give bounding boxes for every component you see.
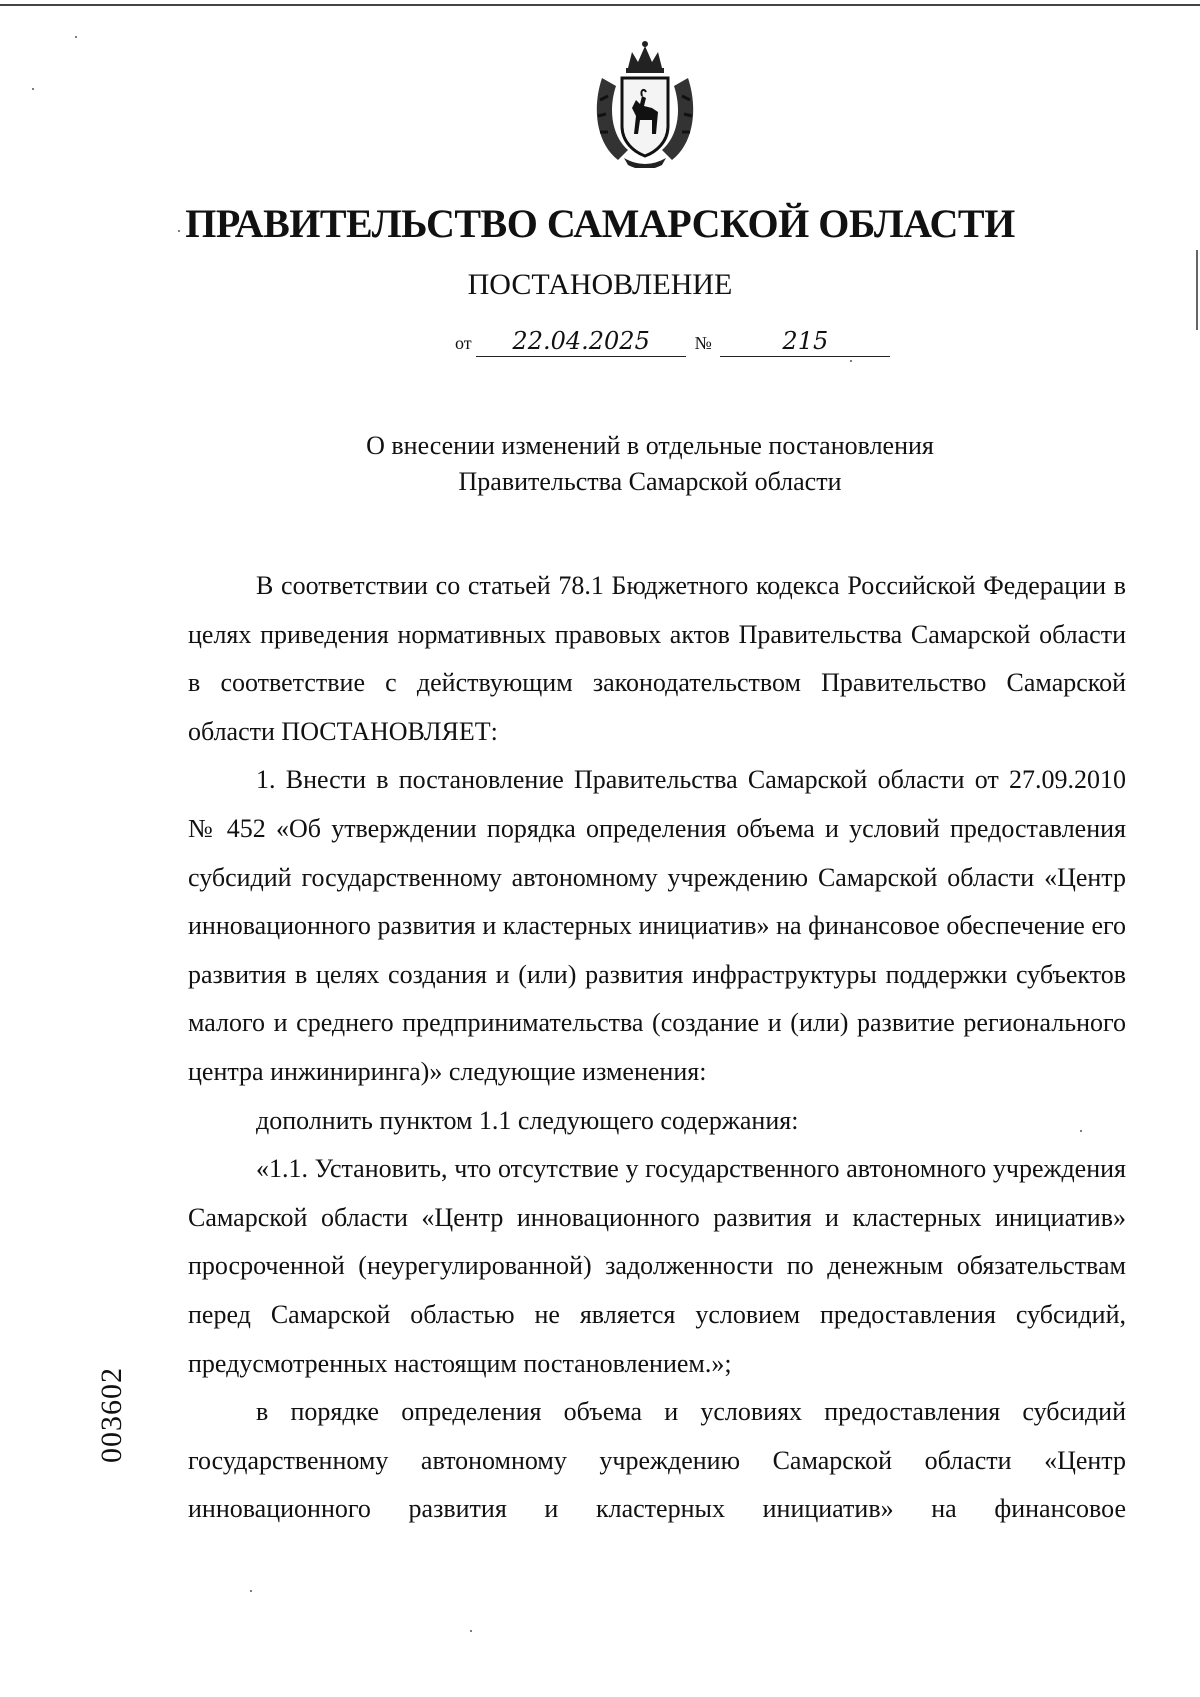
number-prefix-label: № [694,333,712,353]
handwritten-date: 22.04.2025 [476,326,686,357]
samara-region-coat-of-arms-icon [588,38,702,168]
supplement-paragraph: дополнить пунктом 1.1 следующего содержания: [256,1105,799,1135]
registration-line [455,326,890,357]
clause-1-1-paragraph: «1.1. Установить, что отсутствие у государственного автономного учреждения Самарской области «Центр инновационного развития и кластерных инициатив» просроченной (неурегулированной) задолженности по денежным обязательствам перед Самарской областью не является условием предоставления субсидий, предусмотренных настоящим постановлением.»; [188,1154,1126,1378]
document-body [188,562,1126,1534]
handwritten-number: 215 [720,326,890,357]
subject-line: О внесении изменений в отдельные постановления [366,431,934,460]
preamble-paragraph: В соответствии со статьей 78.1 Бюджетного кодекса Российской Федерации в целях приведения нормативных правовых актов Правительства Самарской области в соответствие с действующим законодательством Правительство Самарской области ПОСТАНОВЛЯЕТ: [188,571,1126,746]
item-1-paragraph: 1. Внести в постановление Правительства Самарской области от 27.09.2010 № 452 «Об утверждении порядка определения объема и условий предоставления субсидий государственному автономному учреждению Самарской области «Центр инновационного развития и кластерных инициатив» на финансовое обеспечение его развития в целях создания и (или) развития инфраструктуры поддержки субъектов малого и среднего предпринимательства (создание и (или) развитие регионального центра инжиниринга)» следующие изменения: [188,765,1126,1086]
margin-registration-stamp: 003602 [95,1367,128,1463]
order-paragraph: в порядке определения объема и условиях предоставления субсидий государственному автономному учреждению Самарской области «Центр инновационного развития и кластерных инициатив» на финансовое [188,1397,1126,1524]
scan-speck [32,88,34,90]
scan-edge-line [0,4,1200,6]
scan-speck [75,36,77,38]
subject-line: Правительства Самарской области [458,467,842,496]
scan-speck [250,1590,252,1592]
scan-speck [470,1630,472,1632]
date-prefix-label: от [455,333,472,353]
document-subject [200,428,1100,500]
document-type-title: ПОСТАНОВЛЕНИЕ [467,268,733,301]
scan-speck [850,360,852,362]
government-title: ПРАВИТЕЛЬСТВО САМАРСКОЙ ОБЛАСТИ [185,201,1015,246]
